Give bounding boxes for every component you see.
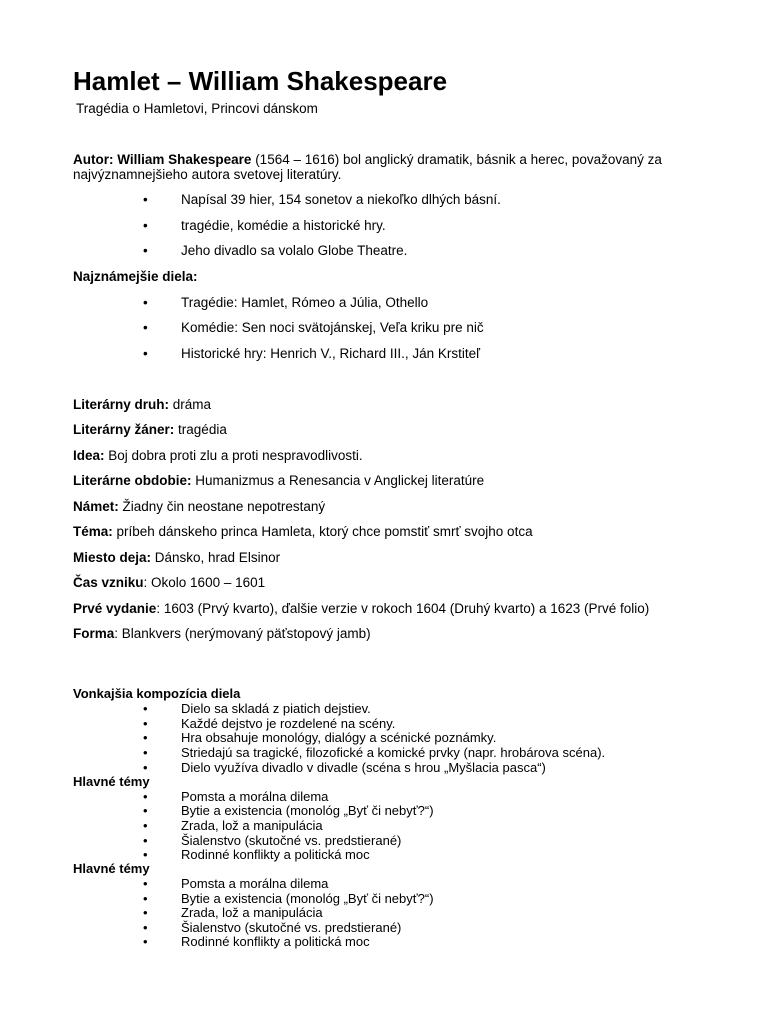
fact-value: tragédia	[174, 422, 227, 437]
themes-label: Hlavné témy	[73, 861, 150, 876]
fact-value: : Blankvers (nerýmovaný päťstopový jamb)	[114, 626, 371, 641]
bullet-icon: •	[143, 716, 148, 731]
fact-row	[73, 626, 371, 642]
themes-bullet: Rodinné konflikty a politická moc	[181, 847, 370, 862]
themes-bullet: Zrada, lož a manipulácia	[181, 905, 323, 920]
bullet-icon: •	[143, 760, 148, 775]
fact-row	[73, 397, 211, 413]
themes-bullet: Šialenstvo (skutočné vs. predstierané)	[181, 920, 402, 935]
author-text-line2: najvýznamnejšieho autora svetovej literatúry.	[73, 167, 342, 182]
author-paragraph-line1	[73, 152, 662, 168]
author-label: Autor: William Shakespeare	[73, 152, 252, 167]
author-bullet: tragédie, komédie a historické hry.	[181, 218, 386, 233]
themes-label: Hlavné témy	[73, 774, 150, 789]
author-bullet: Napísal 39 hier, 154 sonetov a niekoľko dlhých básní.	[181, 192, 501, 207]
fact-label: Idea:	[73, 448, 105, 463]
fact-value: Žiadny čin neostane nepotrestaný	[118, 499, 326, 514]
bullet-icon: •	[143, 218, 148, 233]
fact-label: Forma	[73, 626, 115, 641]
works-bullet: Historické hry: Henrich V., Richard III., Ján Krstiteľ	[181, 346, 481, 361]
fact-row	[73, 601, 649, 617]
bullet-icon: •	[143, 730, 148, 745]
works-bullet: Komédie: Sen noci svätojánskej, Veľa kriku pre nič	[181, 320, 484, 335]
composition-bullet: Dielo sa skladá z piatich dejstiev.	[181, 701, 371, 716]
fact-row	[73, 473, 484, 489]
fact-label: Prvé vydanie	[73, 601, 157, 616]
fact-row	[73, 575, 265, 591]
bullet-icon: •	[143, 745, 148, 760]
document-subtitle: Tragédia o Hamletovi, Princovi dánskom	[76, 101, 318, 116]
composition-bullet: Hra obsahuje monológy, dialógy a scénické poznámky.	[181, 730, 497, 745]
composition-bullet: Dielo využíva divadlo v divadle (scéna s hrou „Myšlacia pasca“)	[181, 760, 546, 775]
themes-bullet: Zrada, lož a manipulácia	[181, 818, 323, 833]
bullet-icon: •	[143, 295, 148, 310]
bullet-icon: •	[143, 320, 148, 335]
bullet-icon: •	[143, 192, 148, 207]
bullet-icon: •	[143, 905, 148, 920]
fact-row	[73, 524, 533, 540]
bullet-icon: •	[143, 818, 148, 833]
fact-value: : Okolo 1600 – 1601	[143, 575, 266, 590]
themes-bullet: Pomsta a morálna dilema	[181, 876, 329, 891]
themes-bullet: Šialenstvo (skutočné vs. predstierané)	[181, 833, 402, 848]
works-label: Najznámejšie diela:	[73, 269, 198, 284]
bullet-icon: •	[143, 789, 148, 804]
composition-label: Vonkajšia kompozícia diela	[73, 686, 241, 701]
fact-value: Dánsko, hrad Elsinor	[151, 550, 281, 565]
bullet-icon: •	[143, 346, 148, 361]
bullet-icon: •	[143, 701, 148, 716]
bullet-icon: •	[143, 833, 148, 848]
fact-label: Miesto deja:	[73, 550, 152, 565]
fact-label: Námet:	[73, 499, 119, 514]
author-text-line1: (1564 – 1616) bol anglický dramatik, básnik a herec, považovaný za	[251, 152, 662, 167]
fact-row	[73, 422, 227, 438]
fact-label: Čas vzniku	[73, 575, 144, 590]
author-bullet: Jeho divadlo sa volalo Globe Theatre.	[181, 243, 408, 258]
fact-label: Literárne obdobie:	[73, 473, 192, 488]
fact-value: príbeh dánskeho princa Hamleta, ktorý chce pomstiť smrť svojho otca	[112, 524, 533, 539]
bullet-icon: •	[143, 876, 148, 891]
themes-bullet: Rodinné konflikty a politická moc	[181, 934, 370, 949]
fact-row	[73, 499, 325, 515]
fact-value: Humanizmus a Renesancia v Anglickej literatúre	[191, 473, 485, 488]
fact-row	[73, 448, 363, 464]
fact-label: Téma:	[73, 524, 113, 539]
composition-bullet: Každé dejstvo je rozdelené na scény.	[181, 716, 396, 731]
bullet-icon: •	[143, 243, 148, 258]
bullet-icon: •	[143, 847, 148, 862]
document-title: Hamlet – William Shakespeare	[73, 66, 448, 96]
fact-value: Boj dobra proti zlu a proti nespravodlivosti.	[104, 448, 363, 463]
fact-value: : 1603 (Prvý kvarto), ďalšie verzie v rokoch 1604 (Druhý kvarto) a 1623 (Prvé folio)	[156, 601, 650, 616]
bullet-icon: •	[143, 920, 148, 935]
composition-bullet: Striedajú sa tragické, filozofické a komické prvky (napr. hrobárova scéna).	[181, 745, 606, 760]
fact-label: Literárny žáner:	[73, 422, 175, 437]
fact-value: dráma	[169, 397, 212, 412]
fact-label: Literárny druh:	[73, 397, 170, 412]
bullet-icon: •	[143, 803, 148, 818]
works-bullet: Tragédie: Hamlet, Rómeo a Júlia, Othello	[181, 295, 429, 310]
themes-bullet: Pomsta a morálna dilema	[181, 789, 329, 804]
bullet-icon: •	[143, 891, 148, 906]
bullet-icon: •	[143, 934, 148, 949]
fact-row	[73, 550, 280, 566]
themes-bullet: Bytie a existencia (monológ „Byť či nebyť?“)	[181, 891, 434, 906]
themes-bullet: Bytie a existencia (monológ „Byť či nebyť?“)	[181, 803, 434, 818]
